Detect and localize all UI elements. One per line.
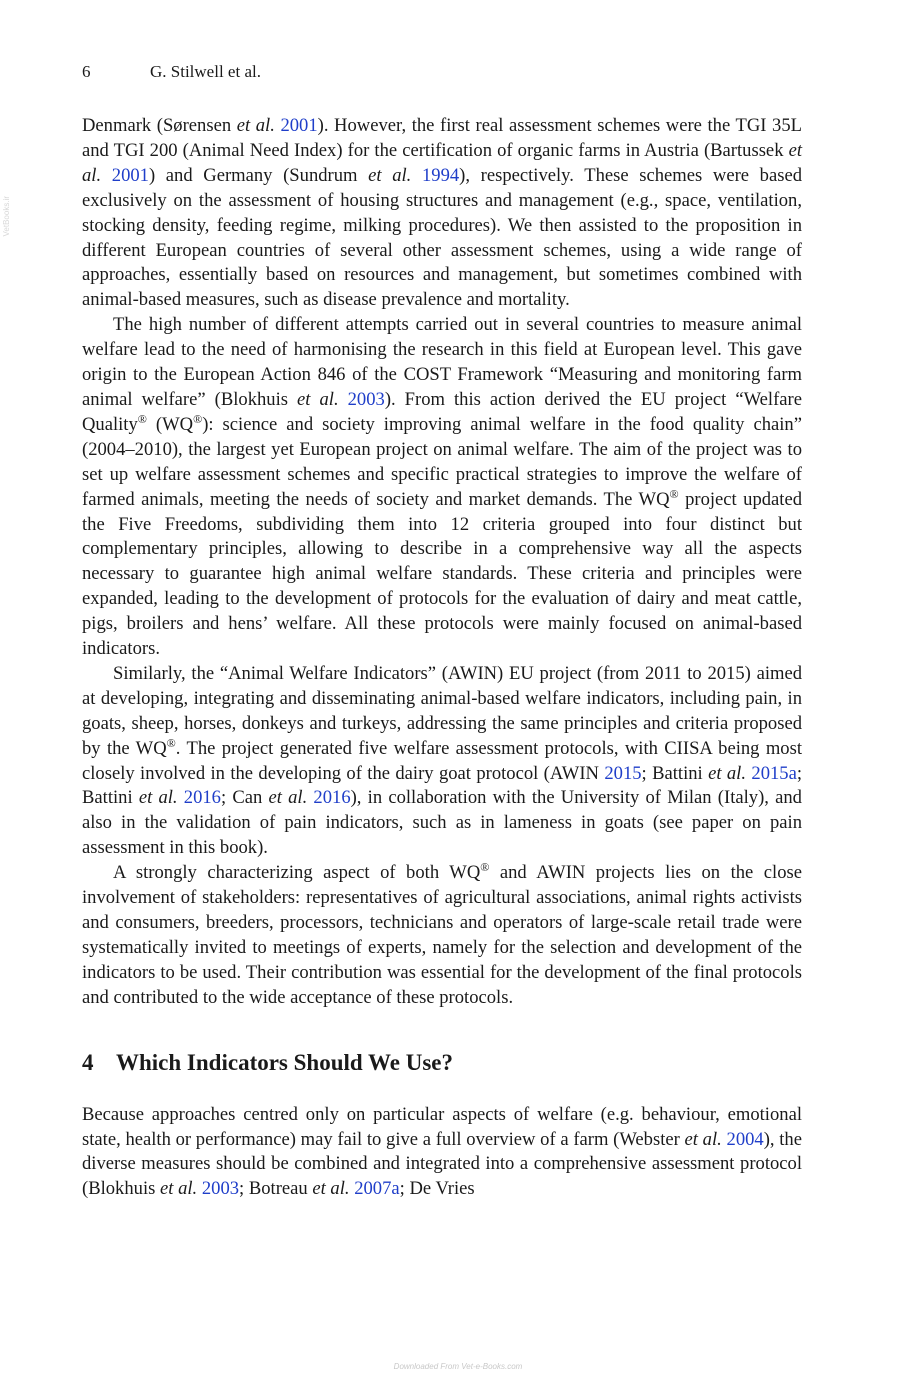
etal: et al. — [708, 762, 746, 784]
section-number: 4 — [82, 1049, 94, 1075]
etal: et al. — [138, 787, 178, 809]
paragraph-3 — [82, 662, 802, 861]
text: (WQ — [146, 413, 194, 435]
text: ; Battini — [82, 762, 803, 809]
text: project updated the Five Freedoms, subdividing them into 12 criteria grouped into four distinct but complementary principles, allowing to describe in a comprehensive way all the aspects necessary to guarantee high animal welfare standards. These criteria and principles were expanded, leading to the development of protocols for the evaluation of dairy and meat cattle, pigs, broilers and hens’ welfare. All these protocols were mainly focused on animal-based indicators. — [82, 488, 803, 660]
etal: et al. — [160, 1178, 198, 1200]
text: ) and Germany (Sundrum — [148, 164, 369, 186]
text: Denmark (Sørensen — [82, 115, 237, 136]
text: Similarly, the “Animal Welfare Indicators” (AWIN) EU project (from 2011 to 2015) aimed at developing, integrating and disseminating animal-based welfare indicators, including pain, in goats, sheep, horses, donkeys and turkeys, addressing the same principles and criteria proposed by the WQ — [82, 662, 802, 759]
text: The high number of different attempts carried out in several countries to measure animal welfare lead to the need of harmonising the research in this field at European level. This gave origin to the European Action 846 of the COST Framework “Measuring and monitoring farm animal welfare” (Blokhuis — [82, 314, 802, 410]
margin-watermark: VetBooks.ir — [2, 196, 11, 237]
text: ; Battini — [641, 762, 709, 784]
running-head-authors: G. Stilwell et al. — [150, 62, 261, 81]
citation-link[interactable]: 2001 — [280, 115, 318, 136]
citation-link[interactable]: 2003 — [347, 388, 385, 410]
page-number: 6 — [82, 62, 91, 81]
etal: et al. — [236, 115, 275, 136]
text: ), the diverse measures should be combined and integrated into a comprehensive assessment protocol (Blokhuis — [82, 1128, 802, 1200]
paragraph-1 — [82, 114, 802, 313]
citation-link[interactable]: 2016 — [313, 787, 351, 809]
text: ; Botreau — [239, 1178, 313, 1200]
section-heading — [82, 1049, 802, 1077]
paragraph-5 — [82, 1103, 802, 1203]
citation-link[interactable]: 2004 — [726, 1128, 764, 1150]
section-title: Which Indicators Should We Use? — [116, 1049, 453, 1075]
text: and AWIN projects lies on the close involvement of stakeholders: representatives of agricultural associations, animal rights activists and consumers, breeders, processors, technicians and operators of large-scale retail trade were systematically invited to meetings of experts, namely for the selection and development of the indicators to be used. Their contribution was essential for the development of the final protocols and contributed to the wide acceptance of these protocols. — [82, 862, 802, 1008]
citation-link[interactable]: 2007a — [354, 1178, 400, 1200]
text: ), in collaboration with the University of Milan (Italy), and also in the validation of pain indicators, such as in lameness in goats (see paper on pain assessment in this book). — [82, 787, 802, 859]
citation-link[interactable]: 1994 — [421, 164, 460, 186]
etal: et al. — [312, 1178, 350, 1200]
text: ; Can — [220, 787, 269, 809]
paragraph-2 — [82, 313, 802, 662]
etal: et al. — [268, 787, 308, 809]
registered-mark: ® — [480, 860, 490, 874]
text: ). From this action derived the EU project “Welfare Quality — [82, 388, 802, 435]
page-content — [82, 60, 802, 1202]
text: ): science and society improving animal welfare in the food quality chain” (2004–2010), the largest yet European project on animal welfare. The aim of the project was to set up welfare assessment schemes and specific practical strategies to improve the welfare of farmed animals, meeting the needs of society and market demands. The WQ — [82, 413, 802, 510]
citation-link[interactable]: 2015a — [751, 762, 797, 784]
footer-watermark: Downloaded From Vet-e-Books.com — [393, 1362, 523, 1371]
text: . The project generated five welfare assessment protocols, with CIISA being most closely involved in the developing of the dairy goat protocol (AWIN — [82, 737, 802, 784]
etal: et al. — [684, 1128, 722, 1150]
etal: et al. — [82, 139, 802, 186]
text: ; De Vries — [399, 1178, 475, 1200]
text: ). However, the first real assessment schemes were the TGI 35L and TGI 200 (Animal Need Index) for the certification of organic farms in Austria (Bartussek — [82, 115, 802, 161]
registered-mark: ® — [193, 411, 203, 426]
citation-link[interactable]: 2003 — [201, 1178, 240, 1200]
citation-link[interactable]: 2001 — [111, 164, 149, 186]
etal: et al. — [368, 164, 412, 186]
paragraph-4 — [82, 861, 802, 1010]
text: A strongly characterizing aspect of both WQ — [113, 862, 481, 884]
registered-mark: ® — [137, 411, 147, 426]
etal: et al. — [297, 388, 339, 410]
registered-mark: ® — [669, 486, 679, 501]
citation-link[interactable]: 2016 — [183, 787, 221, 809]
text: Because approaches centred only on particular aspects of welfare (e.g. behaviour, emotional state, health or performance) may fail to give a full overview of a farm (Webster — [82, 1103, 802, 1150]
registered-mark: ® — [166, 735, 176, 750]
running-head — [82, 60, 802, 84]
text: ), respectively. These schemes were based exclusively on the assessment of housing structures and management (e.g., space, ventilation, stocking density, feeding regime, milking procedures). We then assisted to the proposition in different European countries of several other assessment schemes, using a wide range of approaches, essentially based on resources and management, but sometimes combined with animal-based measures, such as disease prevalence and mortality. — [82, 164, 803, 311]
citation-link[interactable]: 2015 — [604, 762, 642, 784]
